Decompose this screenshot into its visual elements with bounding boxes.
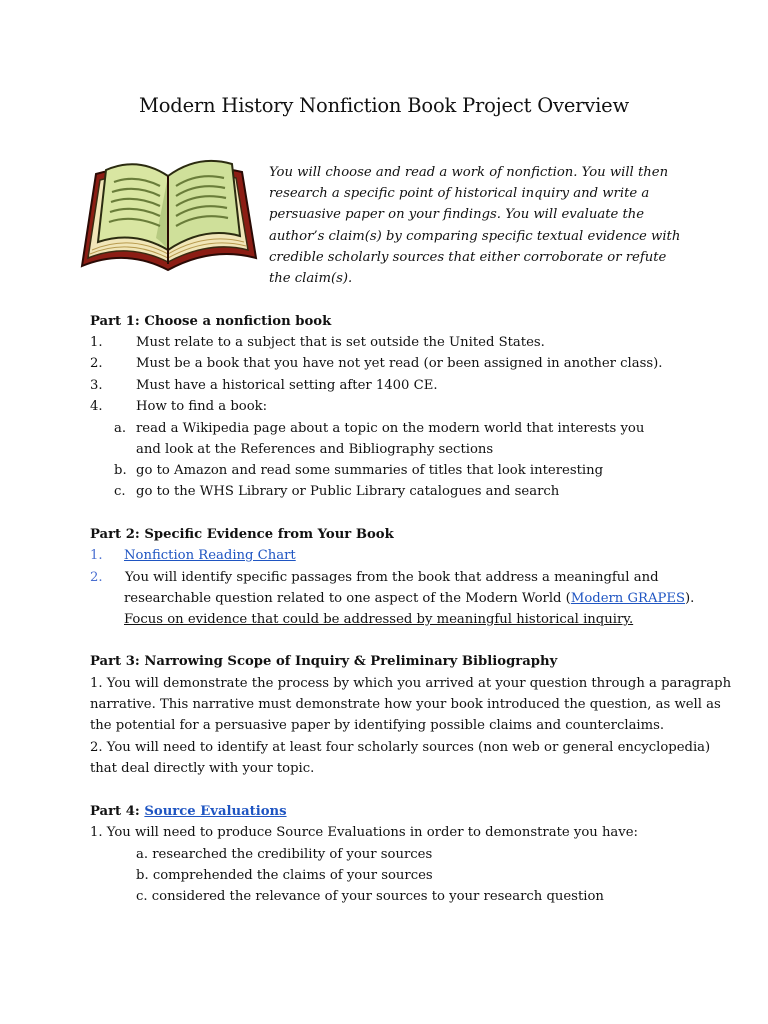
- list-item-continued: researchable question related to one aspect of the Modern World (Modern GRAPES).: [124, 591, 695, 606]
- focus-note: Focus on evidence that could be addressed by meaningful historical inquiry.: [124, 612, 634, 627]
- part1-heading: Part 1: Choose a nonfiction book: [90, 314, 332, 329]
- nonfiction-reading-chart-link[interactable]: Nonfiction Reading Chart: [124, 548, 296, 563]
- sub-list-item: b. comprehended the claims of your sources: [136, 868, 433, 883]
- intro-paragraph: You will choose and read a work of nonfiction. You will then research a specific point of historical inquiry and write a persuasive paper on your findings. You will evaluate the author’s claim(s) by comparing specific textual evidence with credible scholarly sources that either corroborate or refute the claim(s).: [269, 165, 681, 287]
- open-book-icon: [76, 146, 260, 276]
- paragraph-line: 1. You will need to produce Source Evaluations in order to demonstrate you have:: [90, 825, 638, 840]
- part3-section: [90, 651, 732, 781]
- page-title: Modern History Nonfiction Book Project Overview: [139, 94, 629, 117]
- paragraph-line: 1. You will demonstrate the process by which you arrived at your question through a paragraph: [90, 676, 732, 691]
- part2-heading: Part 2: Specific Evidence from Your Book: [90, 527, 394, 542]
- paragraph-line: that deal directly with your topic.: [90, 761, 315, 776]
- paragraph-line: narrative. This narrative must demonstrate how your book introduced the question, as well as: [90, 697, 721, 712]
- sub-list-item: a. researched the credibility of your sources: [136, 847, 433, 862]
- sub-list-item: c. considered the relevance of your sources to your research question: [136, 889, 604, 904]
- modern-grapes-link[interactable]: Modern GRAPES: [570, 591, 686, 606]
- paragraph-line: the potential for a persuasive paper by identifying possible claims and counterclaims.: [90, 718, 665, 733]
- part1-section: Part 1: Choose a nonfiction book 1. Must relate to a subject that is set outside the United States. 2. Must be a book that you have not yet read (or been assigned in another class). 3. Must have a historical setting after 1400 CE. 4. How to find a book: a. read a Wikipedia page about a topic on the modern world that interests you and look at the References and Bibliography sections b. go to Amazon and read some summaries of titles that look interesting c. go to the WHS Library or Public Library catalogues and search: [90, 311, 710, 511]
- part2-section: Part 2: Specific Evidence from Your Book 1. Nonfiction Reading Chart 2. You will identify specific passages from the book that address a meaningful and researchable question related to one aspect of the Modern World (Modern GRAPES). Focus on evidence that could be addressed by meaningful historical inquiry.: [90, 524, 710, 634]
- part4-heading: Part 4: Source Evaluations: [90, 804, 287, 819]
- source-evaluations-link[interactable]: Source Evaluations: [144, 804, 287, 819]
- paragraph-line: 2. You will need to identify at least four scholarly sources (non web or general encyclopedia): [90, 740, 711, 755]
- part4-section: [90, 801, 710, 911]
- part3-heading: Part 3: Narrowing Scope of Inquiry & Preliminary Bibliography: [90, 654, 558, 669]
